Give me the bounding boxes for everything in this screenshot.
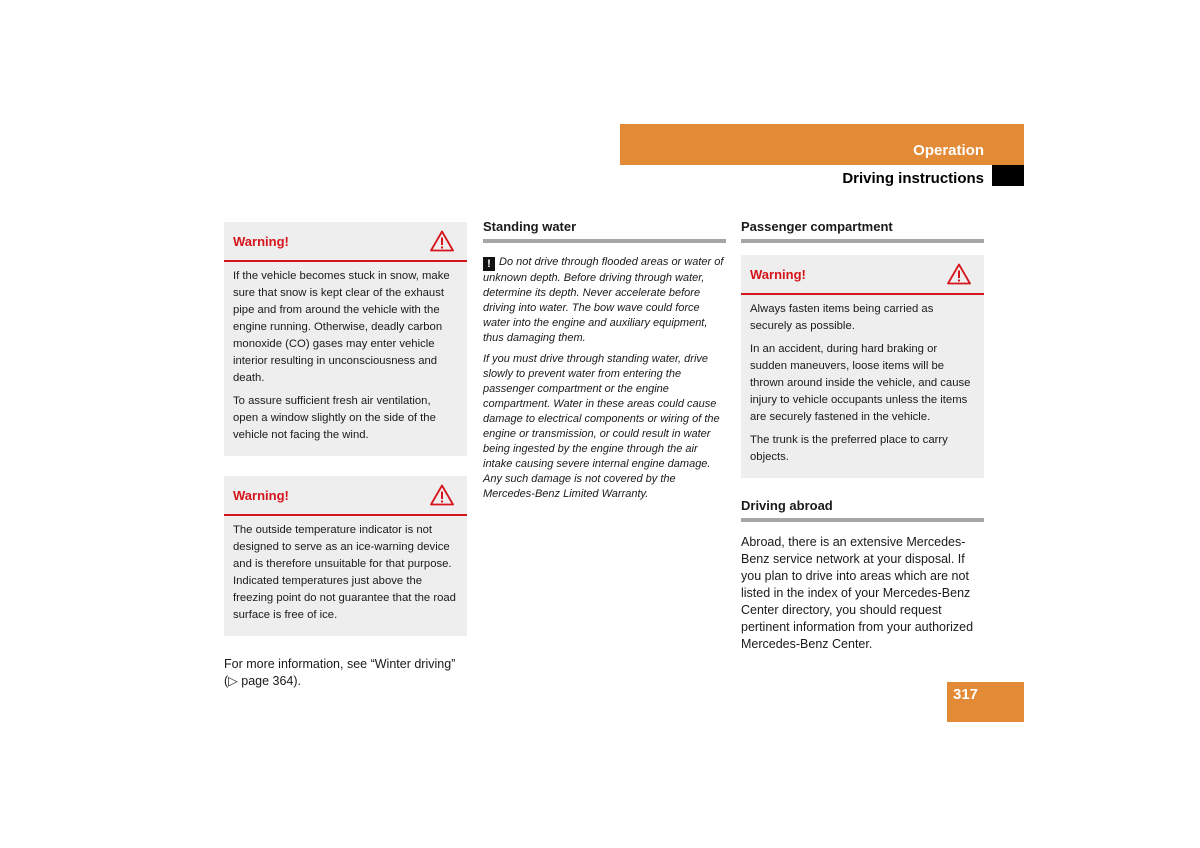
warning-triangle-icon xyxy=(430,230,454,252)
warning-label: Warning! xyxy=(233,488,289,503)
warning-triangle-icon xyxy=(430,484,454,506)
warning-triangle-icon xyxy=(947,263,971,285)
more-info-text: For more information, see “Winter driving” (▷ page 364). xyxy=(224,657,456,688)
notice-text: Do not drive through flooded areas or water of unknown depth. Before driving through water, determine its depth. Never accelerate before driving into water. The bow wave could force water into the engine and auxiliary equipment, thus damaging them. xyxy=(483,256,724,344)
page-number: 317 xyxy=(953,686,979,703)
column-right xyxy=(741,219,984,653)
warning-label: Warning! xyxy=(750,267,806,282)
driving-abroad-text: Abroad, there is an extensive Mercedes-Benz service network at your disposal. If you plan to drive into areas which are not listed in the index of your Mercedes-Benz Center directory, you should request pertinent information from your authorized Mercedes-Benz Center. xyxy=(741,535,974,651)
warning-header xyxy=(224,476,467,516)
subsection-title: Driving instructions xyxy=(842,170,984,187)
section-heading-passenger-compartment: Passenger compartment xyxy=(741,219,984,243)
notice-block xyxy=(483,255,726,502)
warning-box xyxy=(224,476,467,636)
warning-paragraph: In an accident, during hard braking or sudden maneuvers, loose items will be thrown around inside the vehicle, and cause injury to vehicle occupants unless the items are securely fastened in the vehicle. xyxy=(750,343,971,423)
notice-paragraph: If you must drive through standing water, drive slowly to prevent water from entering the passenger compartment or the engine compartment. Water in these areas could cause damage to electrical components or wiring of the engine or transmission, or could result in water being ingested by the engine through the air intake causing severe internal engine damage. Any such damage is not covered by the Mercedes-Benz Limited Warranty. xyxy=(483,353,720,500)
section-title: Operation xyxy=(913,142,984,159)
column-left xyxy=(224,222,467,690)
warning-label: Warning! xyxy=(233,234,289,249)
warning-paragraph: The outside temperature indicator is not designed to serve as an ice-warning device and is therefore unsuitable for that purpose. Indicated temperatures just above the freezing point do not guarantee that the road surface is free of ice. xyxy=(233,524,456,621)
warning-paragraph: The trunk is the preferred place to carry objects. xyxy=(750,434,948,463)
warning-box xyxy=(741,255,984,478)
warning-paragraph: If the vehicle becomes stuck in snow, make sure that snow is kept clear of the exhaust pipe and from around the vehicle with the engine running. Otherwise, deadly carbon monoxide (CO) gases may enter vehicle interior resulting in unconsciousness and death. xyxy=(233,270,450,384)
warning-header xyxy=(741,255,984,295)
warning-paragraph: To assure sufficient fresh air ventilation, open a window slightly on the side of the vehicle not facing the wind. xyxy=(233,395,436,441)
column-middle xyxy=(483,219,726,508)
section-heading-standing-water: Standing water xyxy=(483,219,726,243)
notice-paragraph xyxy=(483,255,726,346)
warning-header xyxy=(224,222,467,262)
page-number-tab xyxy=(947,682,1024,722)
section-heading-driving-abroad: Driving abroad xyxy=(741,498,984,522)
warning-body xyxy=(224,516,467,636)
warning-paragraph: Always fasten items being carried as securely as possible. xyxy=(750,303,934,332)
warning-body xyxy=(224,262,467,456)
header-marker-block xyxy=(992,165,1024,186)
notice-exclamation-icon: ! xyxy=(483,257,495,271)
warning-box xyxy=(224,222,467,456)
warning-body xyxy=(741,295,984,478)
